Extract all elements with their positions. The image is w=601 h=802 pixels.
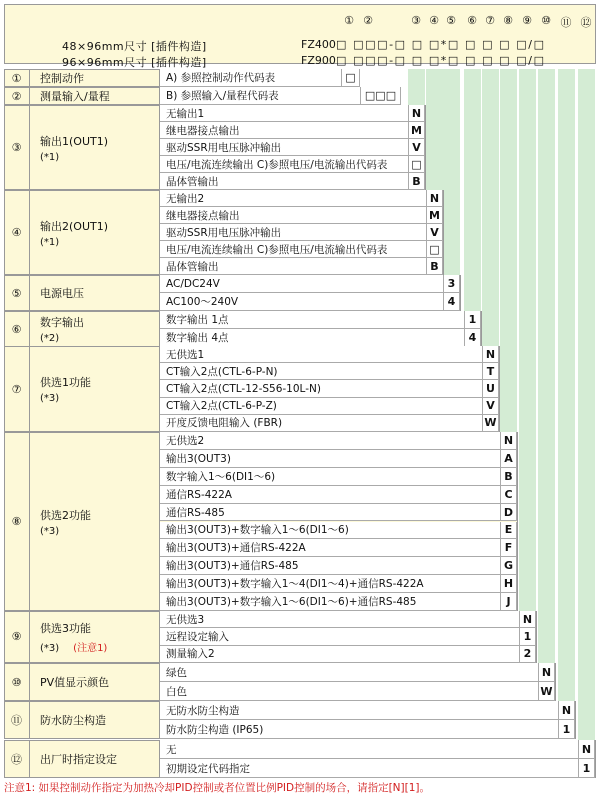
section-title [30,87,160,105]
column-number: ⑦ [485,14,495,27]
option-row: 无供选1 [160,346,482,363]
section-subnote: (*2) [40,333,60,344]
column-number: ⑤ [446,14,456,27]
section-subnote: (*1) [40,151,60,163]
option-row: 无防水防尘构造 [160,701,558,720]
footnote: 注意1: 如果控制动作指定为加热冷却PID控制或者位置比例PID控制的场合，请指定[N][1]。 [4,782,431,794]
section-title-text: 供选1功能 [40,376,91,389]
option-row: A) 参照控制动作代码表 [160,69,341,87]
section-title-text: 防水防尘构造 [40,714,106,727]
option-code: 4 [443,293,460,311]
option-row: CT输入2点(CTL-12-S56-10L-N) [160,380,482,397]
code-column-strip [519,69,536,611]
option-code: 1 [578,759,595,778]
section-subnote: (*3) (注意1) [40,642,108,654]
option-code: N [519,611,536,628]
option-row: 无输出2 [160,190,426,207]
section-title-text: 电源电压 [40,287,84,300]
option-row: 数字输入1～6(DI1～6) [160,468,500,486]
section-subnote: (*3) [40,393,60,404]
option-row: CT输入2点(CTL-6-P-Z) [160,398,482,415]
option-row: 输出3(OUT3)+通信RS-485 [160,557,500,575]
option-row: 无 [160,740,578,759]
option-row: 继电器接点输出 [160,207,426,224]
column-number: ⑨ [522,14,532,27]
section-title [30,105,160,190]
section-number: ⑦ [4,346,30,432]
option-code: □ [426,241,443,258]
option-code: G [500,557,517,575]
section-title-text: 数字输出 [40,316,84,329]
section-title [30,311,160,347]
option-code: 4 [464,329,481,347]
option-code: □ [408,156,425,173]
column-number: ⑩ [541,14,551,27]
code-column-strip [578,69,595,740]
option-row: 无输出1 [160,105,408,122]
option-code: U [482,380,499,397]
option-row: 测量输入2 [160,646,519,663]
option-code: W [482,415,499,432]
option-row: 防水防尘构造 (IP65) [160,720,558,739]
section-number: ⑨ [4,611,30,663]
option-row: 电压/电流连续输出 C)参照电压/电流输出代码表 [160,241,426,258]
section-title-text: 供选2功能 [40,508,91,522]
column-number: ⑧ [503,14,513,27]
section-title-text: 输出2(OUT1) [40,219,109,233]
option-code: 1 [519,628,536,645]
option-code: N [538,663,555,682]
option-code: C [500,486,517,504]
code-column-strip [408,69,425,105]
section-number: ② [4,87,30,105]
section-subnote: (*1) [40,236,60,248]
section-number: ④ [4,190,30,275]
option-code: B [500,468,517,486]
section-title-text: 测量输入/量程 [40,90,110,103]
option-row: 白色 [160,682,538,701]
option-code: 2 [519,646,536,663]
column-number: ⑫ [580,16,592,29]
model-name: FZ400 [301,38,336,51]
section-number: ① [4,69,30,87]
option-code: 1 [558,720,575,739]
option-code: H [500,575,517,593]
size-spec: 96×96mm尺寸 [插件构造] [62,56,207,69]
section-number: ⑤ [4,275,30,311]
model-name: FZ900 [301,54,336,67]
code-column-strip [482,69,499,346]
option-row: 输出3(OUT3)+数字输入1～4(DI1～4)+通信RS-422A [160,575,500,593]
option-row: 数字输出 1点 [160,311,464,329]
section-number: ⑩ [4,663,30,701]
option-row: 输出3(OUT3)+数字输入1～6(DI1～6)+通信RS-485 [160,593,500,611]
option-row: 通信RS-485 [160,504,500,522]
section-caution: (注意1) [73,642,108,654]
section-title [30,611,160,663]
code-column-strip [500,69,517,432]
section-number: ⑧ [4,432,30,611]
option-code: B [408,173,425,190]
option-row: AC/DC24V [160,275,443,293]
option-code: A [500,450,517,468]
option-code: N [500,432,517,450]
option-row: 晶体管输出 [160,173,408,190]
option-code: N [578,740,595,759]
option-row: 绿色 [160,663,538,682]
option-code: □□□ [360,87,401,105]
option-row: 通信RS-422A [160,486,500,504]
section-title-text: 输出1(OUT1) [40,134,109,148]
option-row: 晶体管输出 [160,258,426,275]
column-number: ⑪ [560,16,572,29]
code-pattern: □ □□□-□ □ □*□ □ □ □ □/□ [336,38,546,51]
section-title-text: PV值显示颜色 [40,676,110,689]
option-code: V [426,224,443,241]
option-row: CT输入2点(CTL-6-P-N) [160,363,482,380]
column-number: ⑥ [467,14,477,27]
section-title-text: 供选3功能 [40,621,91,635]
option-row: B) 参照输入/量程代码表 [160,87,360,105]
column-number: ① [344,14,354,27]
option-row: 驱动SSR用电压脉冲输出 [160,139,408,156]
section-title [30,432,160,611]
section-title-text: 控制动作 [40,72,84,85]
column-number: ② [363,14,373,27]
section-title [30,190,160,275]
option-code: □ [341,69,360,87]
section-title [30,663,160,701]
option-row: AC100～240V [160,293,443,311]
section-number: ⑪ [4,701,30,739]
option-row: 输出3(OUT3)+通信RS-422A [160,539,500,557]
option-row: 无供选2 [160,432,500,450]
option-row: 电压/电流连续输出 C)参照电压/电流输出代码表 [160,156,408,173]
option-row: 输出3(OUT3) [160,450,500,468]
column-number: ④ [429,14,439,27]
code-column-strip [426,69,443,190]
option-code: V [482,398,499,415]
code-pattern: □ □□□-□ □ □*□ □ □ □ □/□ [336,54,546,67]
section-title [30,275,160,311]
option-code: F [500,539,517,557]
option-row: 开度反馈电阻输入 (FBR) [160,415,482,432]
option-code: M [426,207,443,224]
size-spec: 48×96mm尺寸 [插件构造] [62,40,207,53]
option-code: M [408,122,425,139]
section-title [30,701,160,739]
option-code: 1 [464,311,481,329]
option-code: N [408,105,425,122]
option-row: 初期设定代码指定 [160,759,578,778]
code-column-strip [464,69,481,311]
option-row: 无供选3 [160,611,519,628]
section-title [30,69,160,87]
option-row: 驱动SSR用电压脉冲输出 [160,224,426,241]
option-code: N [558,701,575,720]
option-row: 继电器接点输出 [160,122,408,139]
option-row: 数字输出 4点 [160,329,464,347]
option-row: 输出3(OUT3)+数字输入1～6(DI1～6) [160,522,500,540]
option-code: J [500,593,517,611]
option-code: W [538,682,555,701]
section-number: ⑫ [4,740,30,778]
section-title-text: 出厂时指定设定 [40,753,117,766]
code-column-strip [538,69,555,663]
option-code: B [426,258,443,275]
option-code: N [426,190,443,207]
option-code: 3 [443,275,460,293]
option-code: T [482,363,499,380]
option-code: V [408,139,425,156]
section-subnote: (*3) [40,525,60,537]
option-code: D [500,504,517,522]
code-column-strip [558,69,575,701]
section-number: ⑥ [4,311,30,347]
section-title [30,346,160,432]
column-number: ③ [411,14,421,27]
option-code: E [500,522,517,540]
section-title [30,740,160,778]
code-column-strip [443,69,460,275]
option-code: N [482,346,499,363]
section-number: ③ [4,105,30,190]
option-row: 远程设定输入 [160,628,519,645]
